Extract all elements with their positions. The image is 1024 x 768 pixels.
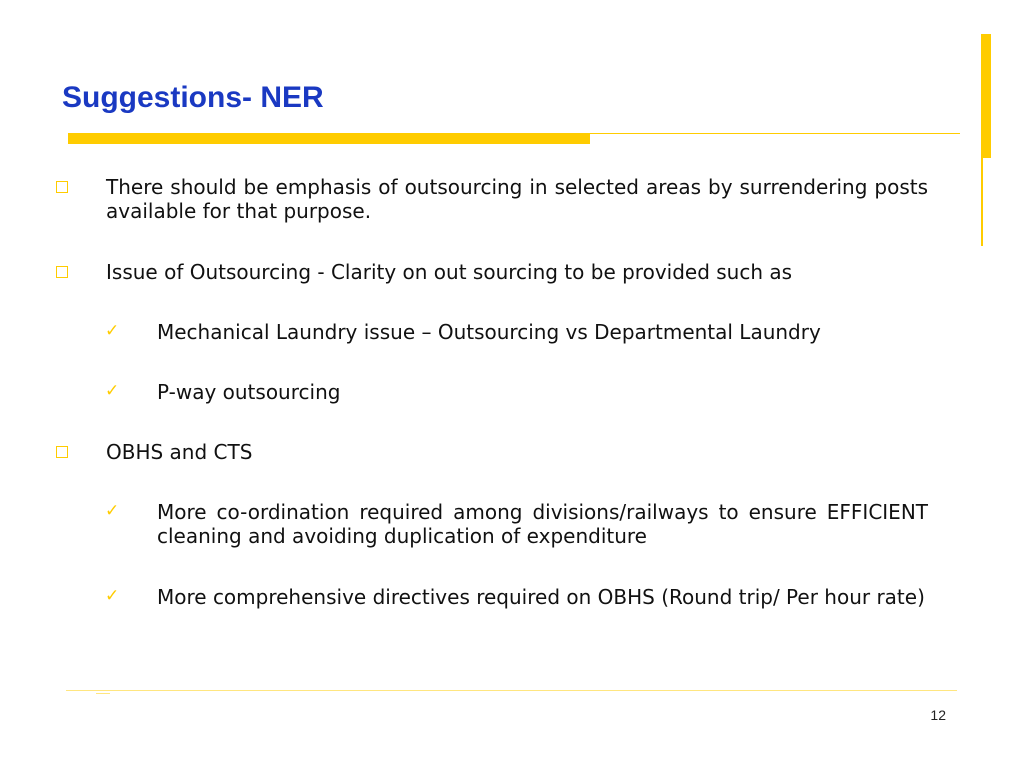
- footer-divider: [66, 690, 957, 691]
- bullet-text: Issue of Outsourcing - Clarity on out sourcing to be provided such as: [106, 260, 793, 284]
- checkmark-icon: ✓: [105, 586, 120, 606]
- checkmark-icon: ✓: [105, 381, 120, 401]
- sub-bullet-text: Mechanical Laundry issue – Outsourcing vs Departmental Laundry: [157, 320, 821, 344]
- square-bullet-icon: [56, 446, 68, 458]
- sub-bullet-text: More comprehensive directives required on OBHS (Round trip/ Per hour rate): [157, 585, 925, 609]
- square-bullet-icon: [56, 181, 68, 193]
- page-number: 12: [930, 707, 946, 723]
- title-underline-thin: [590, 133, 960, 134]
- square-bullet-icon: [56, 266, 68, 278]
- right-accent-bar-thin: [981, 158, 983, 246]
- bullet-text: There should be emphasis of outsourcing in selected areas by surrendering posts available for that purpose.: [106, 175, 928, 223]
- checkmark-icon: ✓: [105, 321, 120, 341]
- bullet-text: OBHS and CTS: [106, 440, 253, 464]
- sub-bullet-text: P-way outsourcing: [157, 380, 341, 404]
- right-accent-bar: [981, 34, 991, 158]
- title-underline-thick: [68, 133, 590, 144]
- checkmark-icon: ✓: [105, 501, 120, 521]
- footer-mark: [96, 693, 110, 694]
- sub-bullet-text: More co-ordination required among divisions/railways to ensure EFFICIENT cleaning and avoiding duplication of expenditure: [157, 500, 928, 548]
- slide-title: Suggestions- NER: [62, 81, 324, 114]
